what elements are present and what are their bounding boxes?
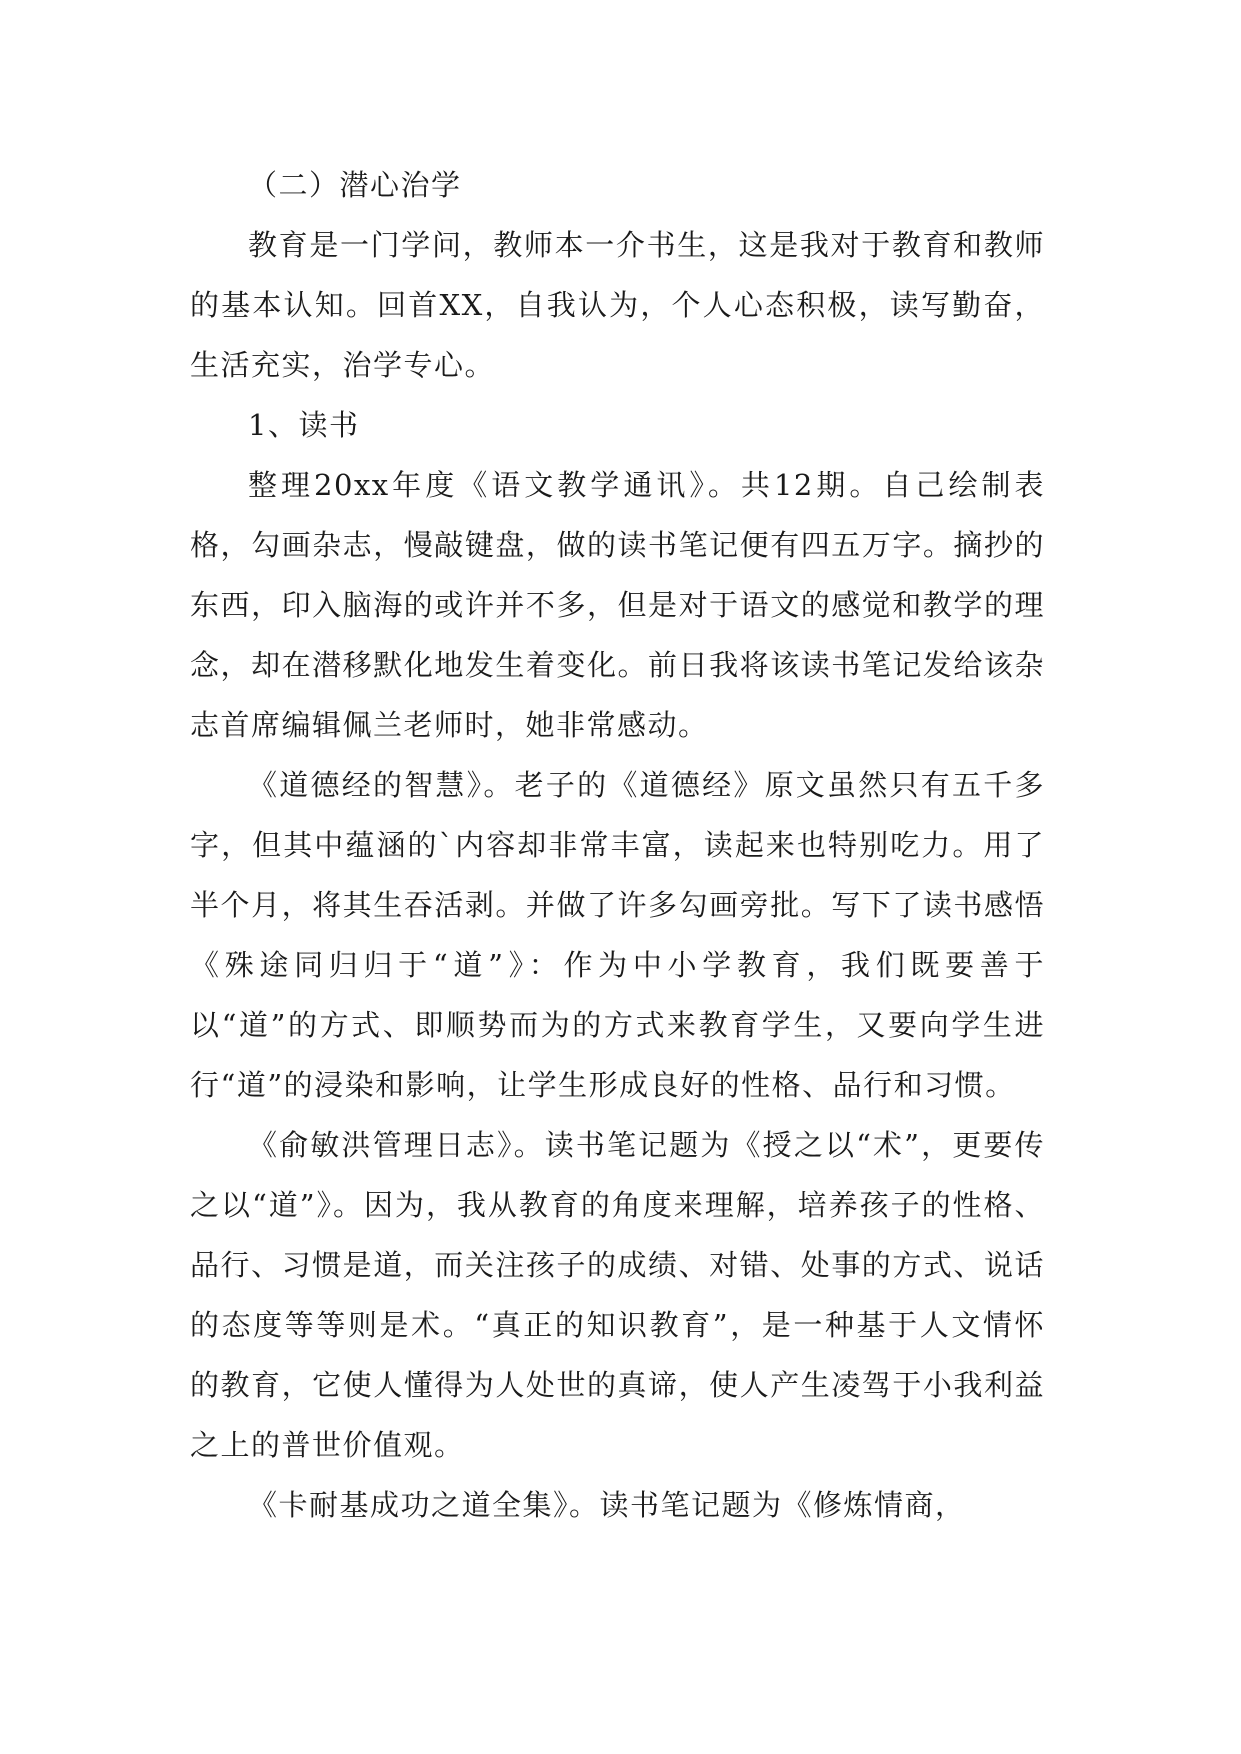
section-heading: （二）潜心治学 [248,168,462,202]
paragraph-carnegie: 《卡耐基成功之道全集》。读书笔记题为《修炼情商， [248,1488,966,1522]
paragraph-intro: 教育是一门学问，教师本一介书生，这是我对于教育和教师的基本认知。回首XX，自我认为，个人心态积极，读写勤奋，生活充实，治学专心。 [190,228,1045,382]
document-body [190,155,1045,1535]
paragraph-daodejing: 《道德经的智慧》。老子的《道德经》原文虽然只有五千多字，但其中蕴涵的`内容却非常丰富，读起来也特别吃力。用了半个月，将其生吞活剥。并做了许多勾画旁批。写下了读书感悟《殊途同归归于“道”》：作为中小学教育，我们既要善于以“道”的方式、即顺势而为的方式来教育学生，又要向学生进行“道”的浸染和影响，让学生形成良好的性格、品行和习惯。 [190,768,1045,1102]
paragraph-journal: 整理20xx年度《语文教学通讯》。共12期。自己绘制表格，勾画杂志，慢敲键盘，做的读书笔记便有四五万字。摘抄的东西，印入脑海的或许并不多，但是对于语文的感觉和教学的理念，却在潜移默化地发生着变化。前日我将该读书笔记发给该杂志首席编辑佩兰老师时，她非常感动。 [190,468,1045,742]
subheading-reading: 1、读书 [248,408,360,442]
paragraph-yuminhong: 《俞敏洪管理日志》。读书笔记题为《授之以“术”，更要传之以“道”》。因为，我从教育的角度来理解，培养孩子的性格、品行、习惯是道，而关注孩子的成绩、对错、处事的方式、说话的态度等等则是术。“真正的知识教育”，是一种基于人文情怀的教育，它使人懂得为人处世的真谛，使人产生凌驾于小我利益之上的普世价值观。 [190,1128,1045,1462]
